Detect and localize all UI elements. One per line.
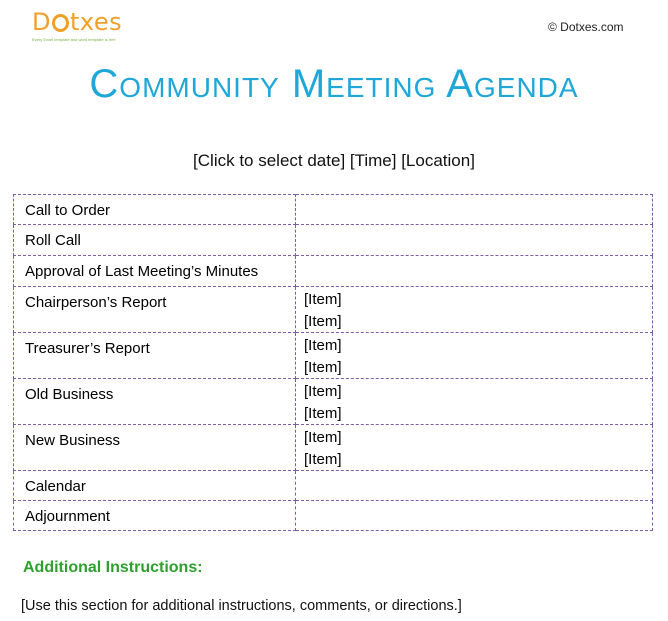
- meeting-date-time-location[interactable]: [Click to select date] [Time] [Location]: [193, 151, 475, 170]
- agenda-row: [14, 471, 653, 501]
- agenda-item-label[interactable]: Call to Order: [14, 195, 296, 225]
- agenda-subitem[interactable]: [Item]: [304, 291, 342, 308]
- agenda-subitem[interactable]: [Item]: [304, 358, 342, 376]
- agenda-subitem[interactable]: [Item]: [304, 312, 342, 330]
- agenda-item-label[interactable]: Old Business: [14, 379, 296, 425]
- logo-wordmark: [32, 8, 142, 36]
- agenda-item-label[interactable]: Chairperson’s Report: [14, 287, 296, 333]
- logo-letters: txes: [69, 8, 123, 36]
- agenda-row: [14, 256, 653, 287]
- agenda-subitem[interactable]: [Item]: [304, 383, 342, 400]
- agenda-item-details[interactable]: [296, 256, 653, 287]
- agenda-subitem[interactable]: [Item]: [304, 450, 342, 468]
- agenda-item-details[interactable]: [296, 195, 653, 225]
- copyright-notice: © Dotxes.com: [548, 20, 624, 34]
- agenda-item-details[interactable]: [296, 501, 653, 531]
- agenda-item-label[interactable]: Approval of Last Meeting’s Minutes: [14, 256, 296, 287]
- agenda-row: [14, 379, 653, 425]
- agenda-subitem[interactable]: [Item]: [304, 404, 342, 422]
- agenda-item-label[interactable]: Calendar: [14, 471, 296, 501]
- agenda-item-label[interactable]: Treasurer’s Report: [14, 333, 296, 379]
- agenda-item-details[interactable]: [296, 471, 653, 501]
- agenda-table: [13, 194, 653, 531]
- page-title: Community Meeting Agenda: [89, 62, 579, 106]
- agenda-item-details[interactable]: [296, 425, 653, 471]
- additional-instructions-text[interactable]: [Use this section for additional instructions, comments, or directions.]: [21, 598, 462, 614]
- agenda-item-label[interactable]: Roll Call: [14, 225, 296, 256]
- agenda-item-label[interactable]: New Business: [14, 425, 296, 471]
- agenda-row: [14, 225, 653, 256]
- agenda-item-details[interactable]: [296, 225, 653, 256]
- logo-ring-icon: [52, 14, 69, 32]
- agenda-row: [14, 425, 653, 471]
- agenda-row: [14, 333, 653, 379]
- agenda-subitem[interactable]: [Item]: [304, 429, 342, 446]
- additional-instructions-heading: Additional Instructions:: [23, 559, 203, 576]
- logo-letter-d: D: [32, 8, 51, 36]
- agenda-subitem[interactable]: [Item]: [304, 337, 342, 354]
- agenda-row: [14, 501, 653, 531]
- agenda-row: [14, 195, 653, 225]
- agenda-item-details[interactable]: [296, 333, 653, 379]
- dotxes-logo: [32, 8, 142, 46]
- agenda-row: [14, 287, 653, 333]
- logo-tagline: Every Excel template and word template is free: [32, 37, 116, 42]
- agenda-item-details[interactable]: [296, 379, 653, 425]
- agenda-item-label[interactable]: Adjournment: [14, 501, 296, 531]
- agenda-item-details[interactable]: [296, 287, 653, 333]
